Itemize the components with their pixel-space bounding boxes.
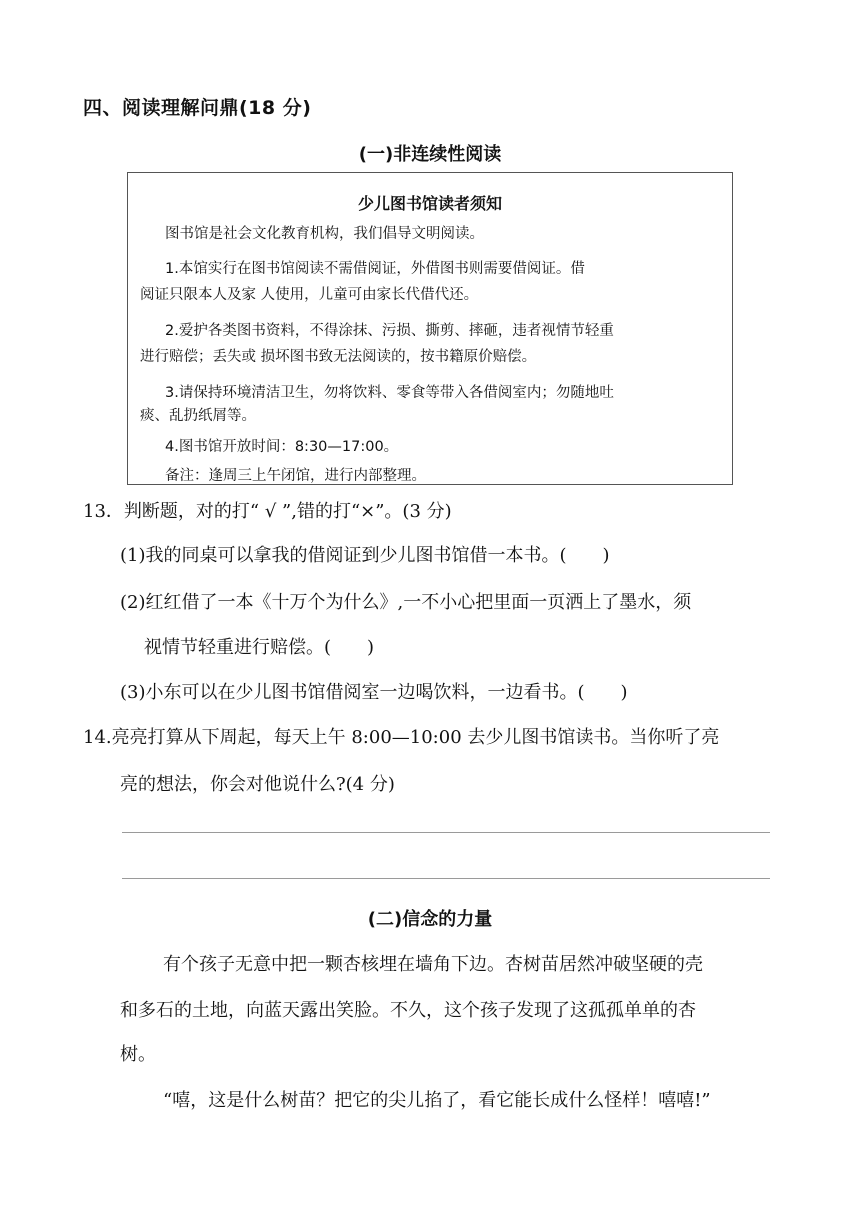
- q13-item2-line2: 视情节轻重进行赔偿。( ): [144, 637, 375, 658]
- notice-intro: 图书馆是社会文化教育机构，我们倡导文明阅读。: [165, 226, 484, 242]
- part2-title: (二)信念的力量: [367, 909, 493, 930]
- story-para1-line3: 树。: [120, 1044, 156, 1065]
- notice-rule1-line2: 阅证只限本人及家 人使用，儿童可由家长代借代还。: [140, 287, 479, 303]
- q13-item2-line1: (2)红红借了一本《十万个为什么》,一不小心把里面一页洒上了墨水，须: [120, 592, 692, 613]
- part1-title: (一)非连续性阅读: [358, 144, 502, 165]
- q14-line1: 14.亮亮打算从下周起，每天上午 8:00—10:00 去少儿图书馆读书。当你听了亮: [83, 727, 720, 748]
- notice-rule4: 4.图书馆开放时间：8:30—17:00。: [165, 439, 399, 455]
- story-para1-line2: 和多石的土地，向蓝天露出笑脸。不久，这个孩子发现了这孤孤单单的杏: [120, 1000, 696, 1021]
- answer-line-2[interactable]: [122, 878, 770, 879]
- notice-title: 少儿图书馆读者须知: [357, 194, 502, 213]
- story-para2-line1: “嘻，这是什么树苗？把它的尖儿掐了，看它能长成什么怪样！嘻嘻!”: [163, 1090, 711, 1111]
- q13-stem: 13．判断题，对的打“ √ ”,错的打“×”。(3 分): [83, 501, 452, 522]
- notice-rule3-line1: 3.请保持环境清洁卫生，勿将饮料、零食等带入各借阅室内；勿随地吐: [165, 385, 614, 401]
- story-para1-line1: 有个孩子无意中把一颗杏核埋在墙角下边。杏树苗居然冲破坚硬的壳: [163, 954, 703, 975]
- notice-rule2-line2: 进行赔偿；丢失或 损坏图书致无法阅读的，按书籍原价赔偿。: [140, 349, 537, 365]
- section-title: 四、阅读理解问鼎(18 分): [83, 97, 312, 119]
- notice-box: [127, 172, 733, 485]
- answer-line-1[interactable]: [122, 832, 770, 833]
- notice-rule2-line1: 2.爱护各类图书资料，不得涂抹、污损、撕剪、摔砸，违者视情节轻重: [165, 323, 614, 339]
- notice-rule1-line1: 1.本馆实行在图书馆阅读不需借阅证，外借图书则需要借阅证。借: [165, 261, 585, 277]
- notice-rule3-line2: 痰、乱扔纸屑等。: [140, 408, 256, 424]
- notice-remark: 备注：逢周三上午闭馆，进行内部整理。: [165, 468, 426, 484]
- q14-line2: 亮的想法，你会对他说什么?(4 分): [120, 774, 395, 795]
- q13-item1: (1)我的同桌可以拿我的借阅证到少儿图书馆借一本书。( ): [120, 545, 610, 566]
- q13-item3: (3)小东可以在少儿图书馆借阅室一边喝饮料，一边看书。( ): [120, 682, 628, 703]
